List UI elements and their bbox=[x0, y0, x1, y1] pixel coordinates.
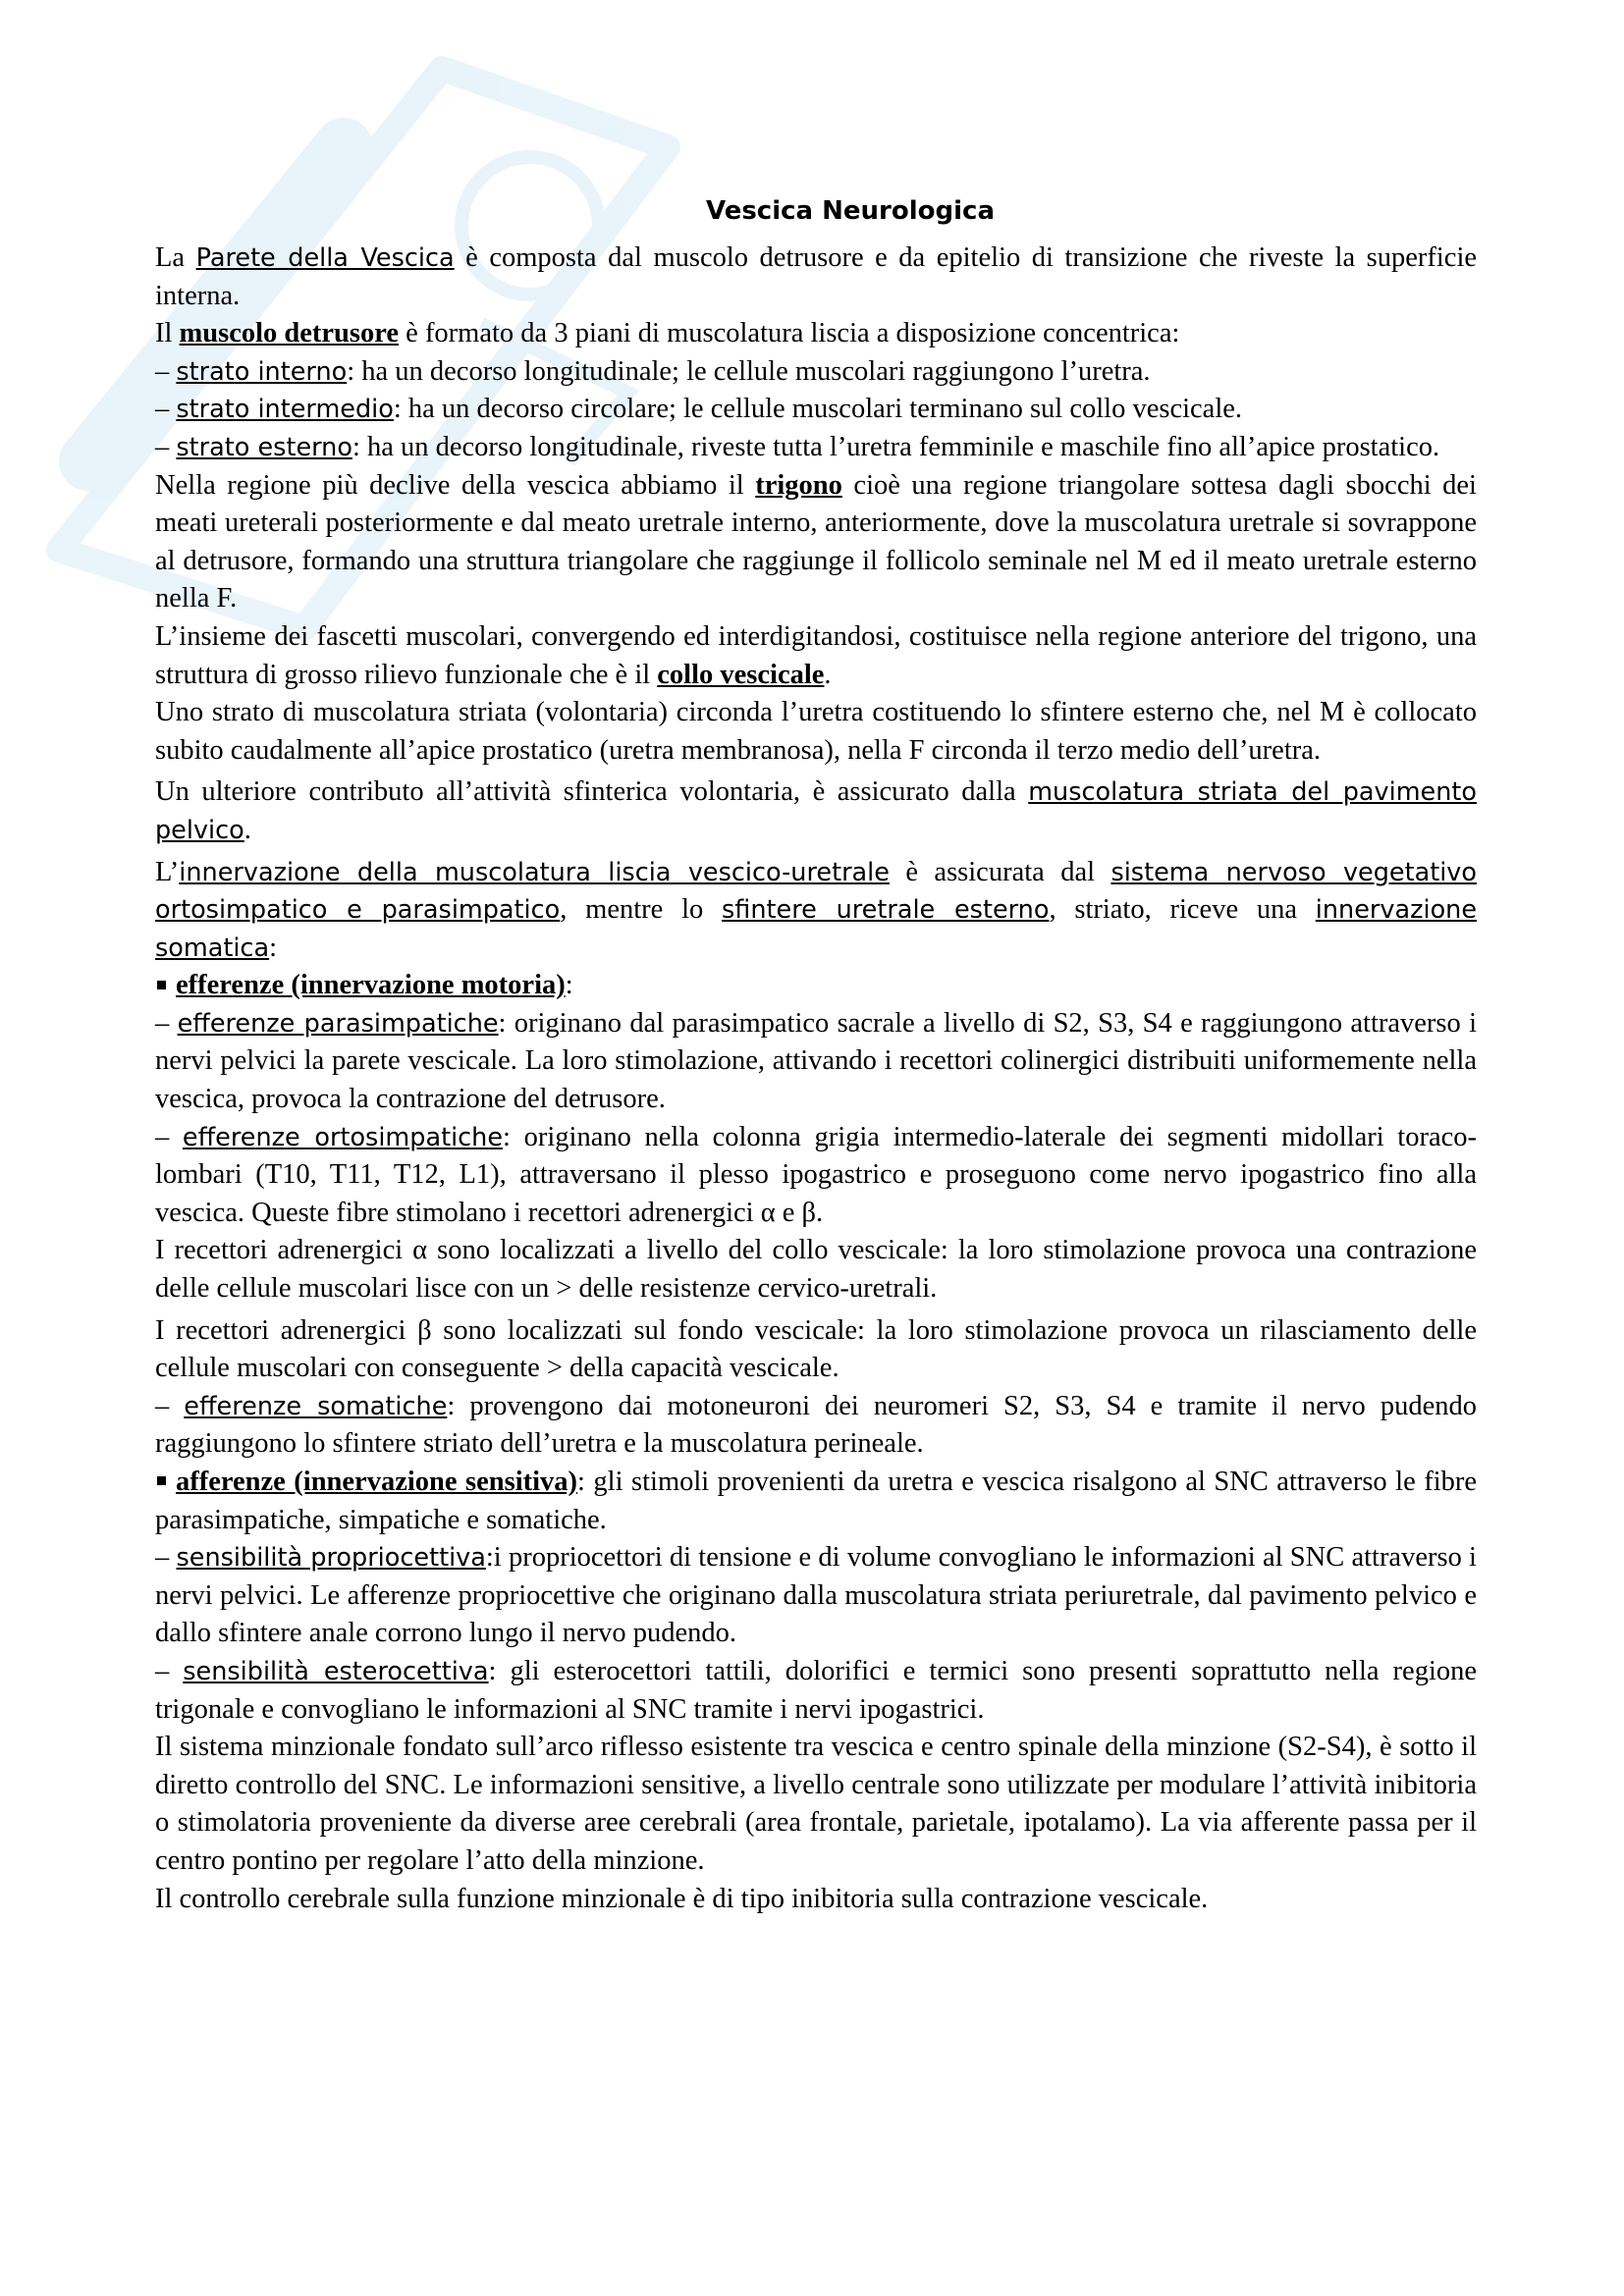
term-sistema-nervoso: sistema nervoso vegetativo ortosimpatico e parasimpatico bbox=[155, 857, 1477, 926]
term-trigono: trigono bbox=[755, 469, 842, 501]
paragraph-detrusore: Il muscolo detrusore è formato da 3 piani di muscolatura liscia a disposizione concentrica: bbox=[155, 318, 1180, 349]
paragraph-pavimento-pelvico: Un ulteriore contributo all’attività sfinterica volontaria, è assicurato dalla muscolatura striata del pavimento pelvico. bbox=[155, 776, 1477, 845]
term-innervazione-somatica: innervazione somatica bbox=[155, 895, 1478, 963]
term-parete-vescica: Parete della Vescica bbox=[195, 243, 455, 273]
paragraph-trigono: Nella regione più declive della vescica abbiamo il trigono cioè una regione triangolare sottesa dagli sbocchi dei meati ureterali posteriormente e dal meato uretrale interno, anteriormente, dove la muscolatura uretrale si sovrappone al detrusore, formando una struttura triangolare che raggiunge il follicolo seminale nel M ed il meato uretrale esterno nella F. bbox=[155, 469, 1477, 614]
term-muscolatura-pavimento: muscolatura striata del pavimento pelvico bbox=[155, 777, 1477, 845]
term-strato-esterno: strato esterno bbox=[176, 432, 352, 462]
paragraph-innervazione: L’innervazione della muscolatura liscia vescico-uretrale è assicurata dal sistema nervoso vegetativo ortosimpatico e parasimpatico, mentre lo sfintere uretrale esterno, striato, riceve una innervazione somatica: bbox=[155, 856, 1478, 963]
square-bullet-icon bbox=[157, 981, 166, 989]
paragraph-recettori-alfa: I recettori adrenergici α sono localizzati a livello del collo vescicale: la loro stimolazione provoca una contrazione delle cellule muscolari lisce con un > delle resistenze cervico-uretrali. bbox=[155, 1235, 1477, 1305]
term-innervazione-liscia: innervazione della muscolatura liscia vescico-uretrale bbox=[179, 857, 890, 887]
term-afferenze: afferenze (innervazione sensitiva) bbox=[176, 1467, 578, 1497]
bullet-afferenze: afferenze (innervazione sensitiva): gli stimoli provenienti da uretra e vescica risalgono al SNC attraverso le fibre parasimpatiche, simpatiche e somatiche. bbox=[155, 1467, 1478, 1535]
term-efferenze-ortosimpatiche: efferenze ortosimpatiche bbox=[182, 1122, 504, 1152]
list-item-sensibilita-propriocettiva: – sensibilità propriocettiva:i propriocettori di tensione e di volume convogliano le informazioni al SNC attraverso i nervi pelvici. Le afferenze propriocettive che originano dalla muscolatura striata periuretrale, dal pavimento pelvico e dallo sfintere anale corrono lungo il nervo pudendo. bbox=[155, 1542, 1477, 1649]
term-sensibilita-esterocettiva: sensibilità esterocettiva bbox=[183, 1656, 489, 1686]
page-title: Vescica Neurologica bbox=[706, 196, 995, 226]
term-sensibilita-propriocettiva: sensibilità propriocettiva bbox=[176, 1543, 486, 1574]
square-bullet-icon bbox=[157, 1476, 166, 1485]
term-sfintere-uretrale: sfintere uretrale esterno bbox=[722, 895, 1050, 926]
paragraph-collo-vescicale: L’insieme dei fascetti muscolari, convergendo ed interdigitandosi, costituisce nella regione anteriore del trigono, una struttura di grosso rilievo funzionale che è il collo vescicale. bbox=[155, 620, 1477, 690]
list-item-efferenze-ortosimpatiche: – efferenze ortosimpatiche: originano nella colonna grigia intermedio-laterale dei segmenti midollari toraco-lombari (T10, T11, T12, L1), attraversano il plesso ipogastrico e proseguono come nervo ipogastrico fino alla vescica. Queste fibre stimolano i recettori adrenergici α e β. bbox=[155, 1121, 1477, 1228]
paragraph-parete: La Parete della Vescica è composta dal muscolo detrusore e da epitelio di transizione che riveste la superficie interna. bbox=[155, 242, 1478, 311]
term-strato-interno: strato interno bbox=[176, 356, 348, 387]
list-item-efferenze-parasimpatiche: – efferenze parasimpatiche: originano dal parasimpatico sacrale a livello di S2, S3, S4 e raggiungono attraverso i nervi pelvici la parete vescicale. La loro stimolazione, attivando i recettori colinergici distribuiti uniformemente nella vescica, provoca la contrazione del detrusore. bbox=[155, 1007, 1477, 1115]
paragraph-sfintere-esterno: Uno strato di muscolatura striata (volontaria) circonda l’uretra costituendo lo sfintere esterno che, nel M è collocato subito caudalmente all’apice prostatico (uretra membranosa), nella F circonda il terzo medio dell’uretra. bbox=[155, 697, 1477, 766]
list-item-strato-esterno: – strato esterno: ha un decorso longitudinale, riveste tutta l’uretra femminile e maschile fino all’apice prostatico. bbox=[155, 431, 1440, 462]
bullet-efferenze: efferenze (innervazione motoria): bbox=[155, 967, 1477, 1005]
list-item-strato-interno: – strato interno: ha un decorso longitudinale; le cellule muscolari raggiungono l’uretra. bbox=[155, 355, 1151, 387]
term-efferenze-somatiche: efferenze somatiche bbox=[184, 1391, 448, 1421]
term-strato-intermedio: strato intermedio bbox=[176, 395, 394, 425]
list-item-efferenze-somatiche: – efferenze somatiche: provengono dai motoneuroni dei neuromeri S2, S3, S4 e tramite il nervo pudendo raggiungono lo sfintere striato dell’uretra e la muscolatura perineale. bbox=[155, 1390, 1477, 1460]
paragraph-sistema-minzionale: Il sistema minzionale fondato sull’arco riflesso esistente tra vescica e centro spinale della minzione (S2-S4), è sotto il diretto controllo del SNC. Le informazioni sensitive, a livello centrale sono utilizzate per modulare l’attività inibitoria o stimolatoria proveniente da diverse aree cerebrali (area frontale, parietale, ipotalamo). La via afferente passa per il centro pontino per regolare l’atto della minzione. bbox=[155, 1732, 1477, 1876]
term-efferenze-parasimpatiche: efferenze parasimpatiche bbox=[177, 1008, 499, 1039]
paragraph-recettori-beta: I recettori adrenergici β sono localizzati sul fondo vescicale: la loro stimolazione provoca un rilasciamento delle cellule muscolari con conseguente > della capacità vescicale. bbox=[155, 1314, 1477, 1384]
term-muscolo-detrusore: muscolo detrusore bbox=[179, 318, 400, 349]
term-efferenze: efferenze (innervazione motoria) bbox=[176, 970, 566, 1001]
paragraph-controllo-cerebrale: Il controllo cerebrale sulla funzione minzionale è di tipo inibitoria sulla contrazione vescicale. bbox=[155, 1883, 1209, 1914]
document-page bbox=[155, 192, 1477, 1918]
term-collo-vescicale: collo vescicale bbox=[657, 659, 825, 690]
list-item-sensibilita-esterocettiva: – sensibilità esterocettiva: gli esterocettori tattili, dolorifici e termici sono presenti soprattutto nella regione trigonale e convogliano le informazioni al SNC tramite i nervi ipogastrici. bbox=[155, 1655, 1478, 1725]
list-item-strato-intermedio: – strato intermedio: ha un decorso circolare; le cellule muscolari terminano sul collo vescicale. bbox=[155, 394, 1243, 425]
